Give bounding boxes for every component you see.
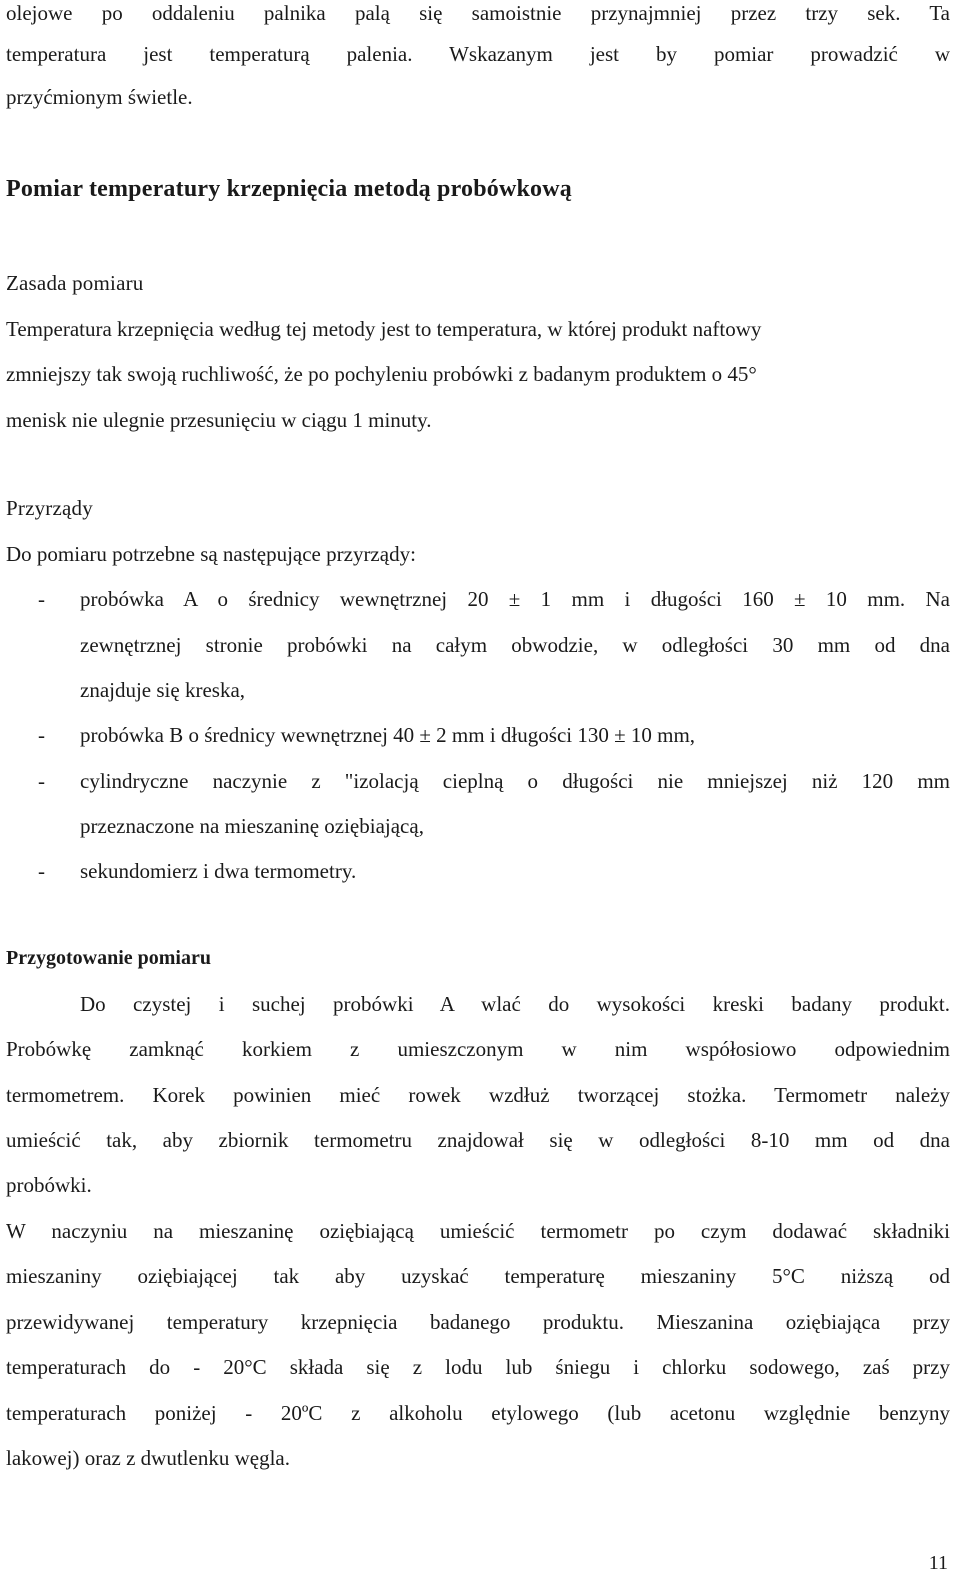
preparation-para2-line-1: W naczyniu na mieszaninę oziębiającą umieścić termometr po czym dodawać składniki: [6, 1219, 950, 1243]
preparation-heading: Przygotowanie pomiaru: [6, 947, 211, 969]
preparation-para2-line-2: mieszaniny oziębiającej tak aby uzyskać temperaturę mieszaniny 5°C niższą od: [6, 1264, 950, 1288]
preparation-para2-line-4: temperaturach do - 20°C składa się z lodu lub śniegu i chlorku sodowego, zaś przy: [6, 1355, 950, 1379]
principle-line-3: menisk nie ulegnie przesunięciu w ciągu 1 minuty.: [6, 408, 432, 432]
page-number: 11: [928, 1552, 948, 1574]
intro-line-2: temperatura jest temperaturą palenia. Wskazanym jest by pomiar prowadzić w: [6, 42, 950, 66]
principle-heading: Zasada pomiaru: [6, 271, 144, 295]
instruments-heading: Przyrządy: [6, 496, 93, 520]
instruments-intro: Do pomiaru potrzebne są następujące przyrządy:: [6, 542, 416, 566]
preparation-para1-line-3: termometrem. Korek powinien mieć rowek wzdłuż tworzącej stożka. Termometr należy: [6, 1083, 950, 1107]
preparation-para1-line-4: umieścić tak, aby zbiornik termometru znajdował się w odległości 8-10 mm od dna: [6, 1128, 950, 1152]
list-bullet: -: [38, 587, 45, 611]
section-title: Pomiar temperatury krzepnięcia metodą probówkową: [6, 176, 572, 202]
list-bullet: -: [38, 769, 45, 793]
list-item-3-line-2: przeznaczone na mieszaninę oziębiającą,: [80, 814, 424, 838]
intro-line-1: olejowe po oddaleniu palnika palą się samoistnie przynajmniej przez trzy sek. Ta: [6, 1, 950, 25]
list-item-4-line-1: sekundomierz i dwa termometry.: [80, 859, 357, 883]
preparation-para2-line-6: lakowej) oraz z dwutlenku węgla.: [6, 1446, 290, 1470]
preparation-para2-line-5: temperaturach poniżej - 20ºC z alkoholu etylowego (lub acetonu względnie benzyny: [6, 1401, 950, 1425]
preparation-para1-line-5: probówki.: [6, 1173, 92, 1197]
preparation-para1-line-1: Do czystej i suchej probówki A wlać do wysokości kreski badany produkt.: [80, 992, 950, 1016]
list-item-1-line-1: probówka A o średnicy wewnętrznej 20 ± 1 mm i długości 160 ± 10 mm. Na: [80, 587, 950, 611]
list-bullet: -: [38, 859, 45, 883]
list-item-1-line-2: zewnętrznej stronie probówki na całym obwodzie, w odległości 30 mm od dna: [80, 633, 950, 657]
intro-line-3: przyćmionym świetle.: [6, 85, 193, 109]
list-item-2-line-1: probówka B o średnicy wewnętrznej 40 ± 2 mm i długości 130 ± 10 mm,: [80, 723, 696, 747]
preparation-para1-line-2: Probówkę zamknąć korkiem z umieszczonym w nim współosiowo odpowiednim: [6, 1037, 950, 1061]
principle-line-1: Temperatura krzepnięcia według tej metody jest to temperatura, w której produkt naftowy: [6, 317, 762, 341]
list-item-1-line-3: znajduje się kreska,: [80, 678, 246, 702]
principle-line-2: zmniejszy tak swoją ruchliwość, że po pochyleniu probówki z badanym produktem o 45°: [6, 362, 757, 386]
list-item-3-line-1: cylindryczne naczynie z "izolacją cieplną o długości nie mniejszej niż 120 mm: [80, 769, 950, 793]
preparation-para2-line-3: przewidywanej temperatury krzepnięcia badanego produktu. Mieszanina oziębiająca przy: [6, 1310, 950, 1334]
list-bullet: -: [38, 723, 45, 747]
